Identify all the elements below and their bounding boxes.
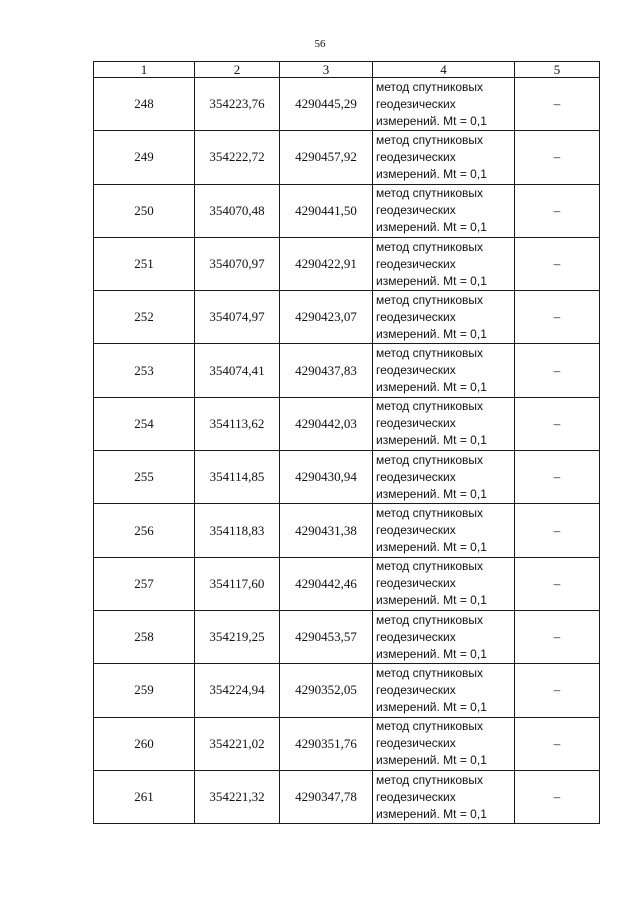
table-body — [94, 78, 600, 824]
coordinate-y-cell: 4290347,78 — [280, 770, 373, 823]
table-row — [94, 184, 600, 237]
method-text-line: геодезических — [376, 736, 456, 751]
method-text-line: геодезических — [376, 682, 456, 697]
method-text-line: метод спутниковых — [376, 559, 484, 574]
method-text-line: метод спутниковых — [376, 612, 484, 627]
note-cell: – — [515, 717, 600, 770]
method-text-line: геодезических — [376, 309, 456, 324]
method-text-line: измерений. Mt = 0,1 — [376, 486, 487, 501]
table-row — [94, 344, 600, 397]
method-text-line: геодезических — [376, 576, 456, 591]
method-text-line: метод спутниковых — [376, 239, 484, 254]
method-cell — [373, 504, 515, 557]
note-cell: – — [515, 504, 600, 557]
coordinates-table — [93, 61, 600, 824]
method-cell — [373, 291, 515, 344]
method-text-line: метод спутниковых — [376, 399, 484, 414]
method-text-line: измерений. Mt = 0,1 — [376, 806, 487, 821]
method-text-line: геодезических — [376, 149, 456, 164]
coordinate-x-cell: 354219,25 — [195, 610, 280, 663]
method-text-line: геодезических — [376, 363, 456, 378]
note-cell: – — [515, 291, 600, 344]
coordinate-x-cell: 354074,97 — [195, 291, 280, 344]
note-cell: – — [515, 664, 600, 717]
point-number-cell: 250 — [94, 184, 195, 237]
point-number-cell: 257 — [94, 557, 195, 610]
coordinate-y-cell: 4290445,29 — [280, 78, 373, 131]
header-row — [94, 62, 600, 78]
coordinate-x-cell: 354118,83 — [195, 504, 280, 557]
method-text-line: измерений. Mt = 0,1 — [376, 593, 487, 608]
method-text-line: геодезических — [376, 789, 456, 804]
point-number-cell: 260 — [94, 717, 195, 770]
coordinate-x-cell: 354070,48 — [195, 184, 280, 237]
table-row — [94, 237, 600, 290]
note-cell: – — [515, 397, 600, 450]
table-row — [94, 397, 600, 450]
method-text-line: измерений. Mt = 0,1 — [376, 699, 487, 714]
method-text-line: измерений. Mt = 0,1 — [376, 540, 487, 555]
coordinate-y-cell: 4290430,94 — [280, 451, 373, 504]
coordinate-x-cell: 354117,60 — [195, 557, 280, 610]
method-cell — [373, 344, 515, 397]
coordinate-y-cell: 4290442,03 — [280, 397, 373, 450]
method-cell — [373, 557, 515, 610]
method-cell — [373, 78, 515, 131]
coordinate-x-cell: 354222,72 — [195, 131, 280, 184]
method-text-line: измерений. Mt = 0,1 — [376, 220, 487, 235]
method-text-line: метод спутниковых — [376, 452, 484, 467]
note-cell: – — [515, 131, 600, 184]
method-text-line: геодезических — [376, 256, 456, 271]
method-text-line: измерений. Mt = 0,1 — [376, 326, 487, 341]
coordinate-x-cell: 354114,85 — [195, 451, 280, 504]
coordinate-x-cell: 354224,94 — [195, 664, 280, 717]
note-cell: – — [515, 557, 600, 610]
note-cell: – — [515, 344, 600, 397]
coordinate-y-cell: 4290437,83 — [280, 344, 373, 397]
method-text-line: измерений. Mt = 0,1 — [376, 646, 487, 661]
coordinate-y-cell: 4290431,38 — [280, 504, 373, 557]
point-number-cell: 261 — [94, 770, 195, 823]
coordinate-y-cell: 4290457,92 — [280, 131, 373, 184]
coordinate-x-cell: 354223,76 — [195, 78, 280, 131]
method-cell — [373, 131, 515, 184]
method-text-line: измерений. Mt = 0,1 — [376, 433, 487, 448]
point-number-cell: 252 — [94, 291, 195, 344]
point-number-cell: 254 — [94, 397, 195, 450]
method-cell — [373, 397, 515, 450]
page-number: 56 — [314, 38, 326, 50]
method-text-line: измерений. Mt = 0,1 — [376, 753, 487, 768]
table-row — [94, 664, 600, 717]
table-row — [94, 770, 600, 823]
coordinate-y-cell: 4290453,57 — [280, 610, 373, 663]
point-number-cell: 256 — [94, 504, 195, 557]
method-text-line: геодезических — [376, 523, 456, 538]
method-text-line: измерений. Mt = 0,1 — [376, 166, 487, 181]
note-cell: – — [515, 237, 600, 290]
table-row — [94, 291, 600, 344]
point-number-cell: 253 — [94, 344, 195, 397]
point-number-cell: 251 — [94, 237, 195, 290]
point-number-cell: 249 — [94, 131, 195, 184]
table-row — [94, 504, 600, 557]
coordinate-y-cell: 4290442,46 — [280, 557, 373, 610]
coordinate-x-cell: 354070,97 — [195, 237, 280, 290]
header-col-3: 3 — [280, 62, 373, 78]
coordinate-x-cell: 354074,41 — [195, 344, 280, 397]
note-cell: – — [515, 78, 600, 131]
method-text-line: метод спутниковых — [376, 772, 484, 787]
header-col-4: 4 — [373, 62, 515, 78]
header-col-2: 2 — [195, 62, 280, 78]
table-row — [94, 610, 600, 663]
method-cell — [373, 664, 515, 717]
note-cell: – — [515, 451, 600, 504]
point-number-cell: 255 — [94, 451, 195, 504]
method-text-line: геодезических — [376, 416, 456, 431]
table-header — [94, 62, 600, 78]
coordinate-x-cell: 354221,32 — [195, 770, 280, 823]
method-cell — [373, 717, 515, 770]
point-number-cell: 248 — [94, 78, 195, 131]
method-text-line: метод спутниковых — [376, 346, 484, 361]
coordinate-y-cell: 4290422,91 — [280, 237, 373, 290]
note-cell: – — [515, 770, 600, 823]
method-text-line: метод спутниковых — [376, 719, 484, 734]
method-text-line: метод спутниковых — [376, 132, 484, 147]
coordinate-x-cell: 354221,02 — [195, 717, 280, 770]
point-number-cell: 259 — [94, 664, 195, 717]
method-cell — [373, 237, 515, 290]
table-row — [94, 131, 600, 184]
method-text-line: измерений. Mt = 0,1 — [376, 273, 487, 288]
header-col-1: 1 — [94, 62, 195, 78]
method-cell — [373, 451, 515, 504]
table-row — [94, 557, 600, 610]
method-text-line: геодезических — [376, 96, 456, 111]
method-text-line: метод спутниковых — [376, 186, 484, 201]
method-text-line: геодезических — [376, 629, 456, 644]
method-text-line: метод спутниковых — [376, 292, 484, 307]
method-cell — [373, 770, 515, 823]
method-text-line: метод спутниковых — [376, 79, 484, 94]
table-row — [94, 78, 600, 131]
coordinate-y-cell: 4290351,76 — [280, 717, 373, 770]
method-text-line: измерений. Mt = 0,1 — [376, 380, 487, 395]
table-row — [94, 717, 600, 770]
method-cell — [373, 184, 515, 237]
coordinate-y-cell: 4290352,05 — [280, 664, 373, 717]
note-cell: – — [515, 610, 600, 663]
coordinate-y-cell: 4290441,50 — [280, 184, 373, 237]
method-text-line: геодезических — [376, 469, 456, 484]
coordinate-x-cell: 354113,62 — [195, 397, 280, 450]
method-text-line: геодезических — [376, 203, 456, 218]
method-text-line: метод спутниковых — [376, 665, 484, 680]
method-text-line: метод спутниковых — [376, 506, 484, 521]
coordinate-y-cell: 4290423,07 — [280, 291, 373, 344]
header-col-5: 5 — [515, 62, 600, 78]
method-text-line: измерений. Mt = 0,1 — [376, 113, 487, 128]
method-cell — [373, 610, 515, 663]
note-cell: – — [515, 184, 600, 237]
point-number-cell: 258 — [94, 610, 195, 663]
table-row — [94, 451, 600, 504]
